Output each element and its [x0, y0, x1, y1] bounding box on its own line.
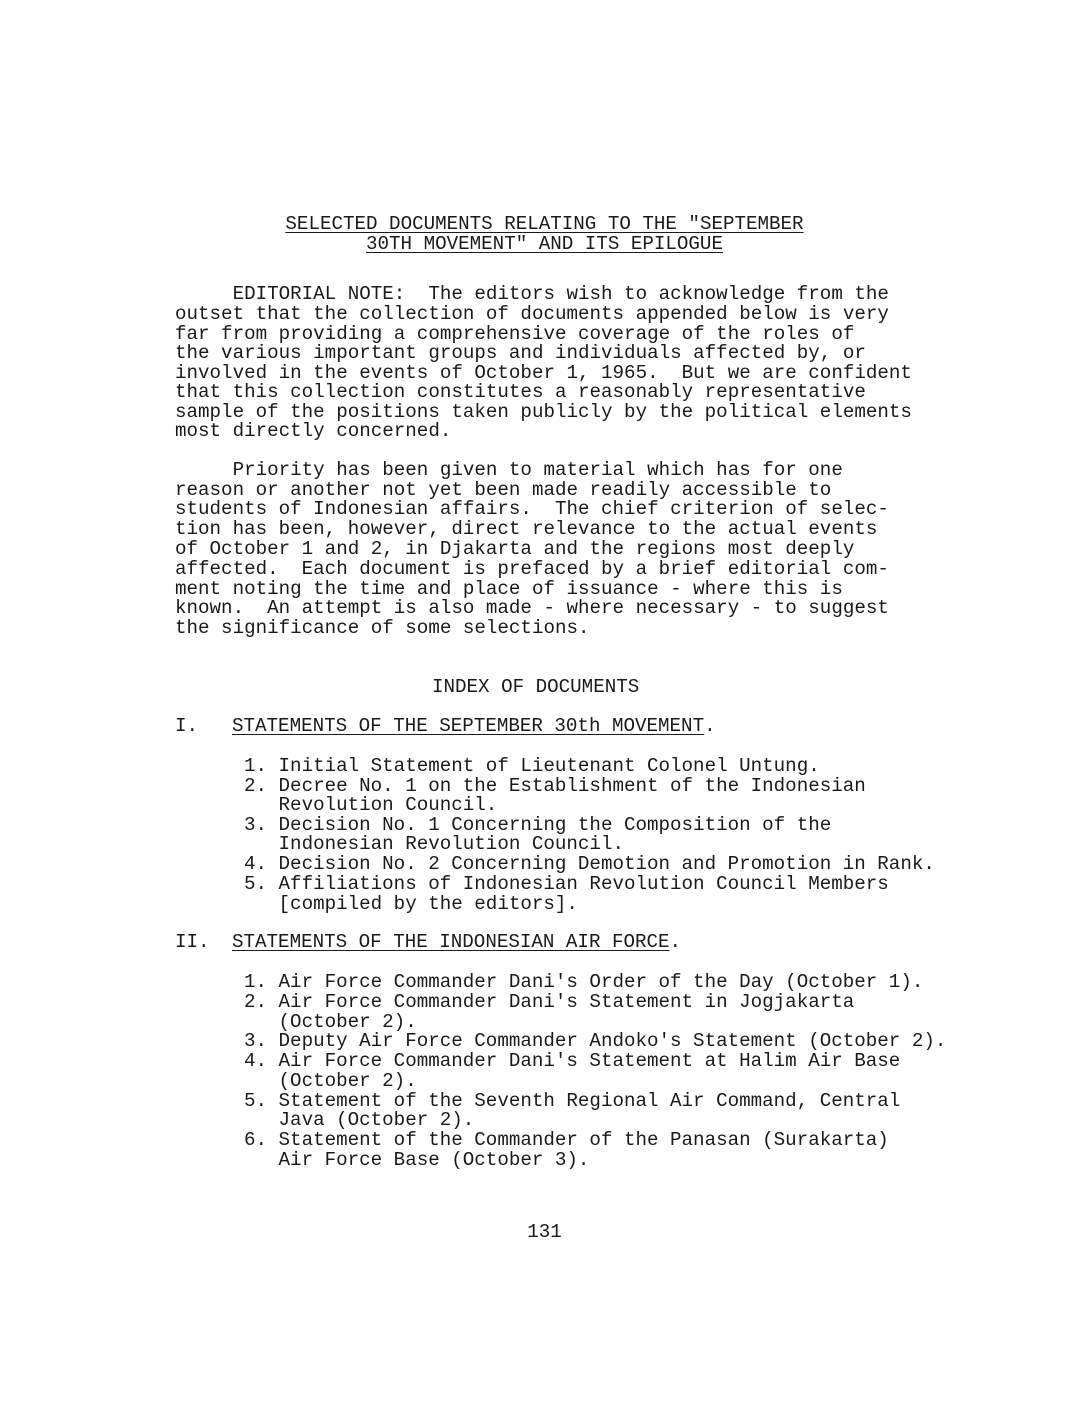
section-heading: STATEMENTS OF THE INDONESIAN AIR FORCE [232, 931, 670, 953]
index-item: 4. Decision No. 2 Concerning Demotion and Promotion in Rank. [244, 853, 935, 875]
section-heading-row [232, 716, 716, 736]
index-item: 3. Decision No. 1 Concerning the Composition of the [244, 814, 832, 836]
index-item: 1. Air Force Commander Dani's Order of the Day (October 1). [244, 971, 924, 993]
index-heading: INDEX OF DOCUMENTS [432, 676, 640, 698]
index-item: 3. Deputy Air Force Commander Andoko's Statement (October 2). [244, 1030, 947, 1052]
editorial-note-line: that this collection constitutes a reasonably representative [175, 381, 866, 403]
priority-line: the significance of some selections. [175, 617, 590, 639]
priority-line: of October 1 and 2, in Djakarta and the regions most deeply [175, 538, 855, 560]
index-item: 4. Air Force Commander Dani's Statement at Halim Air Base [244, 1050, 901, 1072]
section-heading-row [232, 932, 681, 952]
editorial-note-line: outset that the collection of documents appended below is very [175, 303, 889, 325]
index-item: 6. Statement of the Commander of the Panasan (Surakarta) [244, 1129, 889, 1151]
section-heading: STATEMENTS OF THE SEPTEMBER 30th MOVEMENT [232, 715, 705, 737]
editorial-note-line: sample of the positions taken publicly by the political elements [175, 401, 912, 423]
section-heading-period: . [704, 715, 716, 737]
index-item: Air Force Base (October 3). [244, 1149, 590, 1171]
page-number: 131 [527, 1221, 562, 1243]
index-item: Revolution Council. [244, 794, 498, 816]
priority-line: known. An attempt is also made - where necessary - to suggest [175, 597, 889, 619]
editorial-note-line: involved in the events of October 1, 1965. But we are confident [175, 362, 912, 384]
section-heading-period: . [669, 931, 682, 953]
index-item: Indonesian Revolution Council. [244, 833, 624, 855]
index-item: 2. Air Force Commander Dani's Statement in Jogjakarta [244, 991, 855, 1013]
index-item: 2. Decree No. 1 on the Establishment of the Indonesian [244, 775, 866, 797]
section-numeral: I. [175, 715, 199, 737]
index-item: 5. Statement of the Seventh Regional Air Command, Central [244, 1090, 901, 1112]
index-item: (October 2). [244, 1011, 417, 1033]
priority-line: reason or another not yet been made readily accessible to [175, 479, 832, 501]
priority-line: students of Indonesian affairs. The chief criterion of selec- [175, 498, 889, 520]
index-item: [compiled by the editors]. [244, 893, 578, 915]
priority-line: ment noting the time and place of issuance - where this is [175, 578, 843, 600]
editorial-note-line: far from providing a comprehensive coverage of the roles of [175, 323, 855, 345]
index-item: (October 2). [244, 1070, 417, 1092]
index-item: 5. Affiliations of Indonesian Revolution Council Members [244, 873, 889, 895]
document-title-line-1: SELECTED DOCUMENTS RELATING TO THE "SEPTEMBER [285, 213, 804, 235]
editorial-note-line: EDITORIAL NOTE: The editors wish to acknowledge from the [175, 283, 889, 305]
priority-line: affected. Each document is prefaced by a brief editorial com- [175, 558, 889, 580]
section-numeral: II. [175, 931, 210, 953]
priority-line: tion has been, however, direct relevance to the actual events [175, 518, 878, 540]
priority-line: Priority has been given to material which has for one [175, 459, 843, 481]
editorial-note-line: the various important groups and individuals affected by, or [175, 342, 866, 364]
index-item: Java (October 2). [244, 1109, 475, 1131]
index-item: 1. Initial Statement of Lieutenant Colonel Untung. [244, 755, 820, 777]
document-title-line-2: 30TH MOVEMENT" AND ITS EPILOGUE [366, 233, 723, 255]
editorial-note-line: most directly concerned. [175, 420, 452, 442]
